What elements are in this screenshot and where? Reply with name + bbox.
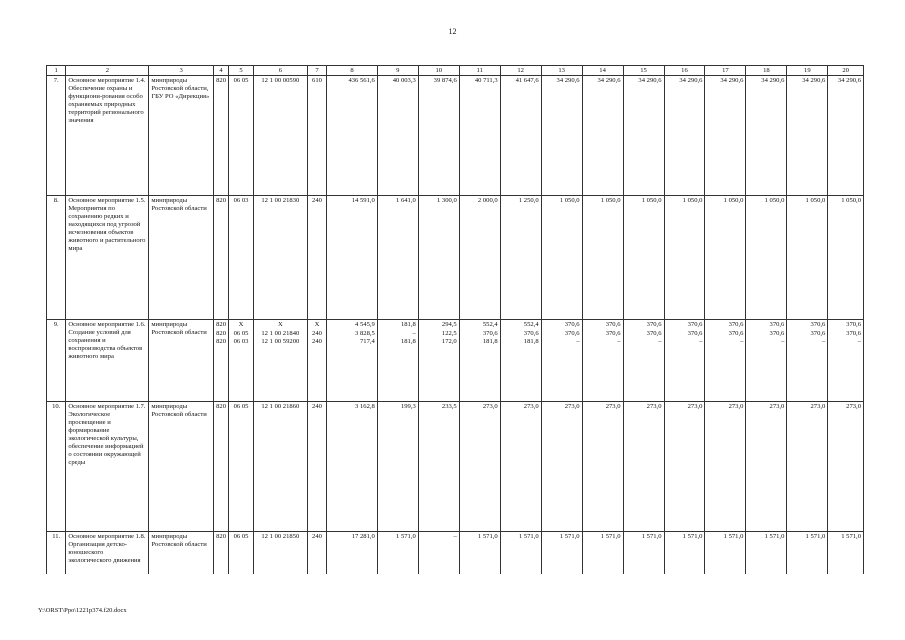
amount-cell [828,402,864,532]
amount-value: 1 250,0 [518,197,539,204]
executor: минприроды Ростовской области [149,402,214,532]
amount-value: 370,6 [769,321,785,328]
amount-value: 370,6 [687,321,703,328]
amount-cell [377,196,418,320]
amount-value: – [699,338,703,345]
amount-value: 273,0 [646,403,662,410]
amount-value: 39 874,6 [433,77,457,84]
table-row [47,532,864,574]
column-number: 4 [214,66,229,76]
amount-cell [787,320,828,402]
amount-value: 199,3 [400,403,416,410]
amount-value: – [617,338,621,345]
amount-value: 273,0 [482,403,498,410]
amount-value: 1 571,0 [723,533,744,540]
expense-type-code [307,320,326,402]
amount-value: 40 003,3 [392,77,416,84]
amount-cell [418,532,459,574]
amount-value: 233,5 [441,403,457,410]
amount-cell [828,196,864,320]
section-code [229,402,254,532]
amount-value: 172,0 [441,338,457,345]
amount-value: 370,6 [523,329,539,337]
amount-value: 273,0 [523,403,539,410]
code-value: 820 [216,338,227,345]
code-value: 820 [216,403,227,410]
amount-value: – [781,338,785,345]
amount-cell [327,76,378,196]
amount-cell [500,196,541,320]
amount-cell [828,532,864,574]
grbs-code [214,402,229,532]
amount-cell [377,320,418,402]
amount-cell [500,532,541,574]
executor: минприроды Ростовской области [149,196,214,320]
amount-cell [746,196,787,320]
column-number: 6 [253,66,307,76]
amount-value: 41 647,6 [515,77,539,84]
amount-value: 1 050,0 [559,197,580,204]
code-value: 820 [216,321,227,328]
amount-cell [418,196,459,320]
amount-value: 370,6 [482,329,498,337]
activity-name: Основное мероприятие 1.8. Организация детско-юношеского экологического движения [66,532,149,574]
amount-value: 14 591,0 [351,197,375,204]
amount-cell [327,402,378,532]
amount-value: 273,0 [846,403,861,410]
amount-value: 34 290,6 [802,77,826,84]
amount-cell [746,532,787,574]
amount-value: 34 290,6 [679,77,703,84]
code-value: 820 [216,197,227,204]
column-number: 12 [500,66,541,76]
amount-cell [705,532,746,574]
code-value: 820 [216,533,227,540]
amount-value: – [857,338,861,345]
amount-value: 1 571,0 [641,533,662,540]
column-number: 9 [377,66,418,76]
amount-cell [418,320,459,402]
amount-cell [541,76,582,196]
amount-cell [787,76,828,196]
amount-cell [500,320,541,402]
table-row [47,76,864,196]
amount-value: 370,6 [605,321,621,328]
amount-value: – [740,338,744,345]
amount-cell [787,402,828,532]
amount-value: 370,6 [564,329,580,337]
amount-cell [746,402,787,532]
amount-cell [541,532,582,574]
amount-value: 34 290,6 [720,77,744,84]
amount-value: – [576,338,580,345]
amount-cell [541,196,582,320]
amount-value: 34 290,6 [761,77,785,84]
code-value: 06 05 [233,403,249,410]
executor: минприроды Ростовской области, ГБУ РО «Дирекция» [149,76,214,196]
amount-value: 273,0 [769,403,785,410]
column-number: 20 [828,66,864,76]
expense-type-code [307,196,326,320]
amount-value: 1 300,0 [436,197,457,204]
amount-cell [623,320,664,402]
row-number: 9. [47,320,66,402]
amount-value: 1 050,0 [764,197,785,204]
amount-cell [746,320,787,402]
column-number: 3 [149,66,214,76]
target-article-code [253,320,307,402]
amount-cell [500,402,541,532]
amount-cell [664,320,705,402]
amount-cell [828,320,864,402]
amount-value: 1 571,0 [518,533,539,540]
amount-value: 17 281,0 [351,533,375,540]
amount-value: 181,8 [400,321,416,328]
column-number: 1 [47,66,66,76]
amount-value: 370,6 [728,321,744,328]
amount-value: 1 571,0 [559,533,580,540]
grbs-code [214,76,229,196]
table-row [47,320,864,402]
amount-cell [459,532,500,574]
amount-value: 370,6 [646,329,662,337]
amount-cell [582,320,623,402]
amount-value: 1 050,0 [600,197,621,204]
amount-cell [787,196,828,320]
amount-cell [582,196,623,320]
amount-value: 181,8 [523,338,539,345]
amount-value: 1 050,0 [723,197,744,204]
amount-value: 3 162,8 [355,403,375,410]
code-value: 240 [312,403,322,410]
amount-value: 370,6 [728,329,744,337]
amount-cell [327,196,378,320]
activity-name: Основное мероприятие 1.7. Экологическое просвещение и формирование экологической культуры, обеспечение информацией о состоянии окружающей среды [66,402,149,532]
amount-cell [418,402,459,532]
amount-cell [582,402,623,532]
amount-value: 1 050,0 [805,197,826,204]
amount-value: 181,8 [482,338,498,345]
code-value: 12 1 00 59200 [261,338,300,345]
amount-value: – [822,338,826,345]
code-value: 06 05 [233,77,249,84]
section-code [229,196,254,320]
amount-value: 1 571,0 [600,533,621,540]
amount-cell [541,402,582,532]
column-number: 10 [418,66,459,76]
grbs-code [214,532,229,574]
amount-value: 1 571,0 [396,533,416,540]
budget-table [46,65,864,574]
amount-value: 273,0 [728,403,744,410]
amount-cell [327,532,378,574]
code-value: 820 [216,329,227,337]
target-article-code [253,532,307,574]
column-number: 8 [327,66,378,76]
amount-value: 1 050,0 [682,197,703,204]
amount-value: 552,4 [523,321,539,328]
amount-cell [541,320,582,402]
amount-cell [664,532,705,574]
column-number: 13 [541,66,582,76]
amount-value: – [453,533,457,540]
amount-value: 370,6 [646,321,662,328]
amount-cell [623,76,664,196]
code-value: 06 05 [233,329,249,337]
amount-value: 552,4 [482,321,498,328]
grbs-code [214,320,229,402]
amount-value: 370,6 [564,321,580,328]
row-number: 7. [47,76,66,196]
code-value: 06 03 [233,197,249,204]
amount-value: 370,6 [846,329,861,337]
file-path-footer: Y:\ORST\Ppo\1221p374.f20.docx [38,607,127,614]
amount-value: 717,4 [359,338,375,345]
section-code [229,76,254,196]
amount-cell [327,320,378,402]
amount-cell [459,196,500,320]
amount-cell [828,76,864,196]
amount-value: 370,6 [846,321,861,328]
column-number: 11 [459,66,500,76]
code-value: 240 [312,329,322,337]
amount-value: 4 545,9 [355,321,375,328]
code-value: 06 05 [233,533,249,540]
executor: минприроды Ростовской области [149,532,214,574]
code-value: 610 [312,77,322,84]
activity-name: Основное мероприятие 1.4. Обеспечение охраны и функциони-рования особо охраняемых природных территорий регионального значения [66,76,149,196]
amount-value: 122,5 [441,329,457,337]
amount-value: 1 571,0 [764,533,785,540]
amount-cell [418,76,459,196]
amount-value: 294,5 [441,321,457,328]
amount-value: 2 000,0 [477,197,498,204]
code-value: 820 [216,77,227,84]
amount-value: 3 828,5 [355,329,375,337]
table-row [47,402,864,532]
amount-value: 40 711,3 [474,77,498,84]
target-article-code [253,196,307,320]
amount-cell [664,402,705,532]
amount-cell [746,76,787,196]
expense-type-code [307,532,326,574]
code-value: X [277,321,283,328]
section-code [229,320,254,402]
amount-value: 370,6 [810,321,826,328]
column-number: 16 [664,66,705,76]
column-number-row [47,66,864,76]
amount-cell [623,532,664,574]
amount-cell [623,196,664,320]
amount-value: 1 050,0 [841,197,861,204]
amount-cell [500,76,541,196]
amount-cell [377,402,418,532]
table-body [47,66,864,574]
amount-cell [582,76,623,196]
target-article-code [253,402,307,532]
amount-cell [664,196,705,320]
section-code [229,532,254,574]
amount-value: 34 290,6 [638,77,662,84]
code-value: 240 [312,197,322,204]
amount-value: 1 571,0 [841,533,861,540]
amount-value: 34 290,6 [597,77,621,84]
code-value: 12 1 00 21840 [261,329,300,337]
table-row [47,196,864,320]
amount-value: 273,0 [810,403,826,410]
amount-value: 1 571,0 [477,533,498,540]
code-value: 240 [312,338,322,345]
amount-value: 1 571,0 [682,533,703,540]
amount-cell [459,76,500,196]
code-value: 12 1 00 21830 [261,197,300,204]
amount-cell [705,402,746,532]
amount-value: 370,6 [687,329,703,337]
column-number: 18 [746,66,787,76]
code-value: X [314,321,320,328]
amount-cell [705,196,746,320]
amount-value: 436 561,6 [348,77,375,84]
amount-cell [623,402,664,532]
column-number: 2 [66,66,149,76]
amount-value: 370,6 [605,329,621,337]
amount-value: – [658,338,662,345]
activity-name: Основное мероприятие 1.6. Создание условий для сохранения и воспроизводства объектов животного мира [66,320,149,402]
amount-cell [582,532,623,574]
code-value: 12 1 00 21850 [261,533,300,540]
activity-name: Основное мероприятие 1.5. Мероприятия по сохранению редких и находящихся под угрозой исчезновения объектов животного и растительного мира [66,196,149,320]
amount-cell [787,532,828,574]
column-number: 7 [307,66,326,76]
target-article-code [253,76,307,196]
row-number: 11. [47,532,66,574]
amount-value: – [412,329,416,337]
amount-cell [377,76,418,196]
amount-value: 273,0 [605,403,621,410]
amount-value: 370,6 [769,329,785,337]
amount-value: 273,0 [564,403,580,410]
code-value: 06 03 [233,338,249,345]
expense-type-code [307,402,326,532]
expense-type-code [307,76,326,196]
amount-cell [705,320,746,402]
amount-cell [705,76,746,196]
code-value: 240 [312,533,322,540]
code-value: X [238,321,244,328]
amount-cell [459,320,500,402]
code-value: 12 1 00 00590 [261,77,300,84]
column-number: 19 [787,66,828,76]
executor: минприроды Ростовской области [149,320,214,402]
grbs-code [214,196,229,320]
amount-cell [664,76,705,196]
amount-value: 1 641,0 [396,197,416,204]
row-number: 10. [47,402,66,532]
page-number: 12 [448,27,457,36]
amount-value: 1 571,0 [805,533,826,540]
amount-cell [459,402,500,532]
amount-value: 181,8 [400,338,416,345]
column-number: 15 [623,66,664,76]
amount-value: 273,0 [687,403,703,410]
column-number: 17 [705,66,746,76]
row-number: 8. [47,196,66,320]
amount-value: 1 050,0 [641,197,662,204]
amount-value: 34 290,6 [837,77,861,84]
amount-value: 370,6 [810,329,826,337]
amount-value: 34 290,6 [556,77,580,84]
column-number: 5 [229,66,254,76]
code-value: 12 1 00 21860 [261,403,300,410]
amount-cell [377,532,418,574]
column-number: 14 [582,66,623,76]
